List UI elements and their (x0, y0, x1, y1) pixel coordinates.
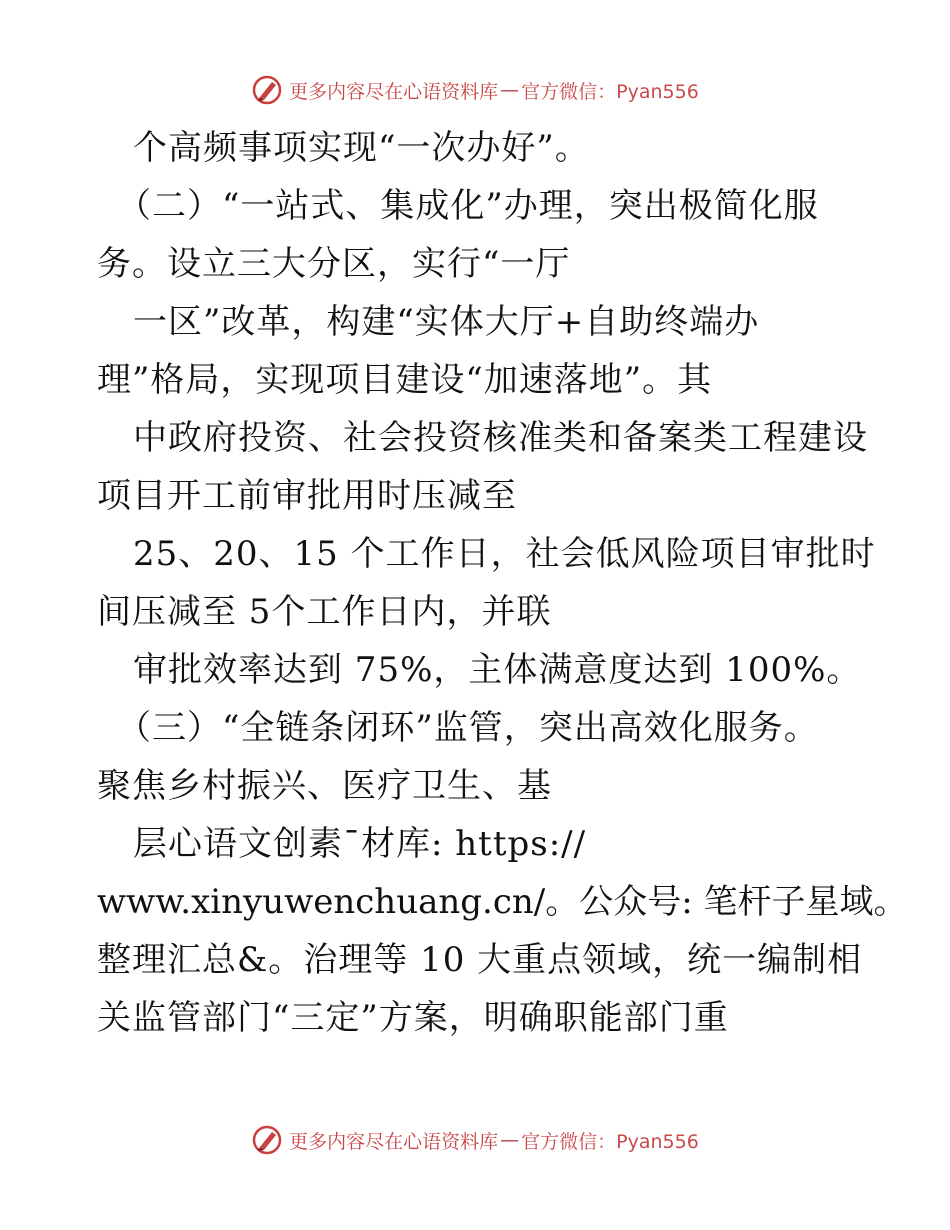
body-line: （二）“一站式、集成化”办理，突出极简化服 (117, 186, 819, 226)
footer-wechat: 官方微信：Pyan556 (521, 1130, 699, 1153)
body-line: 25、20、15 个工作日，社会低风险项目审批时 (133, 534, 876, 574)
footer-banner (0, 1120, 950, 1160)
body-line: 一区”改革，构建“实体大厅+自助终端办 (133, 302, 760, 342)
body-line: （三）“全链条闭环”监管，突出高效化服务。 (117, 708, 819, 748)
body-line: 层心语文创素¯材库: https:// (133, 824, 587, 864)
body-line: 中政府投资、社会投资核准类和备案类工程建设 (133, 418, 868, 458)
header-separator: — (500, 79, 520, 101)
body-line: 关监管部门“三定”方案，明确职能部门重 (97, 998, 729, 1038)
body-line: 审批效率达到 75%，主体满意度达到 100%。 (133, 650, 862, 690)
body-line: 个高频事项实现“一次办好”。 (133, 128, 590, 168)
header-text: 更多内容尽在心语资料库 (289, 80, 499, 103)
body-line: 务。设立三大分区，实行“一厅 (97, 244, 571, 284)
body-line: www.xinyuwenchuang.cn/。公众号: 笔杆子星域。 (97, 882, 908, 922)
header-wechat: 官方微信：Pyan556 (521, 80, 699, 103)
footer-text: 更多内容尽在心语资料库 (289, 1130, 499, 1153)
body-line: 整理汇总&。治理等 10 大重点领域，统一编制相 (97, 940, 863, 980)
body-line: 间压减至 5个工作日内，并联 (97, 592, 552, 632)
body-line: 项目开工前审批用时压减至 (97, 476, 517, 516)
footer-separator: — (500, 1129, 520, 1151)
pen-logo-icon (251, 1124, 283, 1156)
body-line: 聚焦乡村振兴、医疗卫生、基 (97, 766, 552, 806)
body-line: 理”格局，实现项目建设“加速落地”。其 (97, 360, 713, 400)
